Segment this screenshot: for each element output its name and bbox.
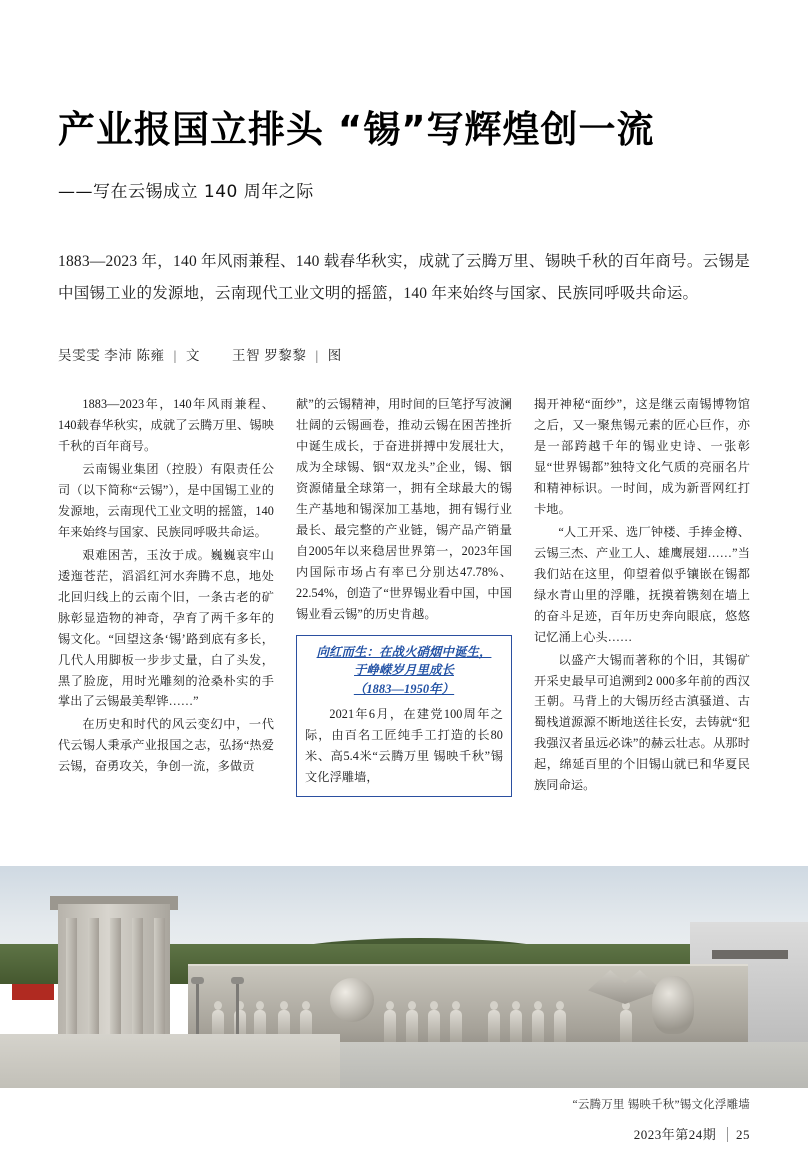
subtitle: ——写在云锡成立 140 周年之际 — [58, 182, 314, 203]
photo-scene — [0, 866, 808, 1088]
page-number: 25 — [727, 1127, 750, 1142]
byline-separator-2: | — [315, 347, 319, 363]
paragraph: 1883—2023年，140年风雨兼程、140载春华秋实，成就了云腾万里、锡映千秋的百年商号。 — [58, 396, 274, 453]
byline-text-label: 文 — [185, 347, 201, 363]
byline-photo-authors: 王智 罗黎黎 — [232, 347, 307, 363]
column-2 — [296, 394, 512, 784]
photo-red-banner — [12, 984, 54, 1000]
photo-relief-orb — [330, 978, 374, 1022]
photo-plaza — [0, 1034, 340, 1088]
byline — [58, 344, 750, 364]
paragraph: “人工开采、选厂钟楼、手捧金樽、云锡三杰、产业工人、雄鹰展翅……”当我们站在这里，仰望着似乎镶嵌在锡都绿水青山里的浮雕，抚摸着镌刻在墙上的奋斗足迹，百年历史奔向眼底，悠悠记忆涌上心头…… — [534, 524, 750, 644]
sidebar-title-line-2: 于峥嵘岁月里成长 — [354, 663, 454, 678]
sidebar-title-line-1: 向红而生：在战火硝烟中诞生， — [316, 644, 492, 659]
article-page — [0, 108, 808, 1162]
sidebar-box — [296, 635, 512, 798]
paragraph: 以盛产大锡而著称的个旧，其锡矿开采史最早可追溯到2 000多年前的西汉王朝。马背上的大锡历经古滇骚道、古蜀栈道源源不断地送往长安，去铸就“犯我强汉者虽远必诛”的赫云壮志。从那时起，绵延百里的个旧锡山就已和华夏民族同命运。 — [534, 652, 750, 793]
paragraph: 献”的云锡精神，用时间的巨笔抒写波澜壮阔的云锡画卷，推动云锡在困苦挫折中诞生成长，于奋进拼搏中发展壮大，成为全球锡、铟“双龙头”企业，锡、铟资源储量全球第一，拥有全球最大的锡生产基地和锡深加工基地，拥有锡行业最长、最完整的产业链，锡产品产销量自2005年以来稳居世界第一，2023年国内国际市场占有率已分别达47.78%、22.54%，创造了“世界锡业看中国，中国锡业看云锡”的历史肯越。 — [296, 396, 512, 621]
paragraph: 在历史和时代的风云变幻中，一代代云锡人秉承产业报国之志，弘扬“热爱云锡，奋勇攻关，争创一流，多做贡 — [58, 717, 274, 774]
byline-separator-1: | — [173, 347, 177, 363]
photo-museum-sign — [712, 950, 788, 959]
byline-photo-label: 图 — [327, 347, 342, 363]
page-title: 产业报国立排头 “锡”写辉煌创一流 — [58, 108, 655, 151]
photo-caption: “云腾万里 锡映千秋”锡文化浮雕墙 — [572, 1099, 750, 1111]
sidebar-box-body: 2021年6月，在建党100周年之际，由百名工匠纯手工打造的长80米、高5.4米“云腾万里 锡映千秋”锡文化浮雕墙， — [305, 707, 503, 785]
column-1 — [58, 394, 274, 784]
paragraph: 揭开神秘“面纱”，这是继云南锡博物馆之后，又一聚焦锡元素的匠心巨作，亦是一部跨越千年的锡业史诗、一张彰显“世界锡都”独特文化气质的亮丽名片和精神标识。一时间，成为新晋网红打卡地。 — [534, 396, 750, 516]
lede-paragraph: 1883—2023 年，140 年风雨兼程、140 载春华秋实，成就了云腾万里、锡映千秋的百年商号。云锡是中国锡工业的发源地，云南现代工业文明的摇篮，140 年来始终与国家、民族同呼吸共命运。 — [58, 253, 750, 302]
sidebar-box-title — [305, 643, 503, 699]
byline-authors: 吴雯雯 李沛 陈雍 — [58, 347, 165, 363]
photo-relief-portrait — [652, 976, 694, 1034]
page-footer — [634, 1124, 750, 1143]
paragraph: 云南锡业集团（控股）有限责任公司（以下简称“云锡”），是中国锡工业的发源地，云南现代工业文明的摇篮，140年来始终与国家、民族同呼吸共命运。 — [58, 461, 274, 539]
issue-label: 2023年第24期 — [633, 1127, 717, 1142]
sidebar-title-line-3: （1883—1950年） — [353, 681, 455, 696]
article-photo — [0, 866, 808, 1088]
paragraph: 艰难困苦，玉汝于成。巍巍哀牢山逶迤苍茫，滔滔红河水奔腾不息，地处北回归线上的云南个旧，一条古老的矿脉彰显造物的神奇，孕育了两千多年的锡文化。“回望这条‘锡’路到底有多长，几代人用脚板一步步丈量，白了头发，黑了脸庞，用时光雕刻的沧桑朴实的手掌出了云锡最美犁铧……” — [58, 547, 274, 709]
column-3 — [534, 394, 750, 793]
article-columns — [58, 394, 750, 793]
